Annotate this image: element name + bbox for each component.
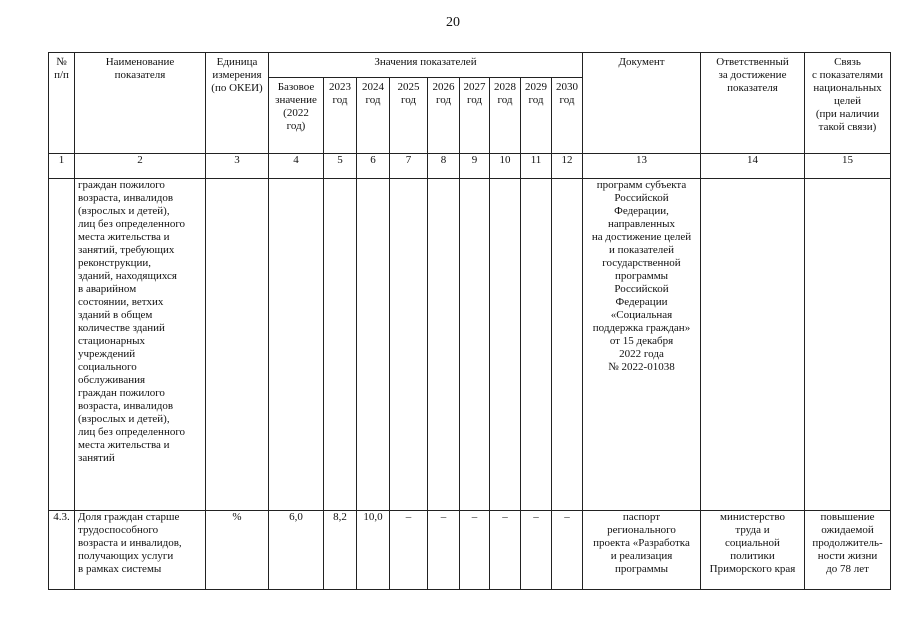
column-number: 14 [701,154,805,179]
column-number: 6 [357,154,390,179]
cell-value: – [490,511,521,590]
header-link: Связь с показателями национальных целей (при наличии такой связи) [805,53,891,154]
column-number: 9 [460,154,490,179]
column-number: 2 [75,154,206,179]
cell-responsible [701,179,805,511]
header-year: 2023 год [324,78,357,154]
cell-responsible: министерство труда и социальной политики Приморского края [701,511,805,590]
cell-num: 4.3. [49,511,75,590]
header-name: Наименование показателя [75,53,206,154]
cell-value: – [390,511,428,590]
cell-value [552,179,583,511]
cell-name: Доля граждан старше трудоспособного возраста и инвалидов, получающих услуги в рамках системы [75,511,206,590]
column-number: 13 [583,154,701,179]
page-number: 20 [446,15,460,30]
cell-value: 10,0 [357,511,390,590]
header-year: 2029 год [521,78,552,154]
cell-document: программ субъекта Российской Федерации, направленных на достижение целей и показателей государственной программы Российской Федерации «Социальная поддержка граждан» от 15 декабря 2022 года № 2022-01038 [583,179,701,511]
column-number: 4 [269,154,324,179]
header-num: № п/п [49,53,75,154]
header-base: Базовое значение (2022 год) [269,78,324,154]
column-number: 3 [206,154,269,179]
header-document: Документ [583,53,701,154]
column-number-row [49,154,891,179]
cell-value [460,179,490,511]
header-year: 2027 год [460,78,490,154]
cell-value [324,179,357,511]
column-number: 12 [552,154,583,179]
column-number: 15 [805,154,891,179]
cell-value [521,179,552,511]
cell-value: – [521,511,552,590]
header-year: 2030 год [552,78,583,154]
cell-unit [206,179,269,511]
cell-link [805,179,891,511]
cell-name: граждан пожилого возраста, инвалидов (взрослых и детей), лиц без определенного места жительства и занятий, требующих реконструкции, зданий, находящихся в аварийном состоянии, ветхих зданий в общем количестве зданий стационарных учреждений социального обслуживания граждан пожилого возраста, инвалидов (взрослых и детей), лиц без определенного места жительства и занятий [75,179,206,511]
cell-value: – [428,511,460,590]
cell-document: паспорт регионального проекта «Разработка и реализация программы [583,511,701,590]
cell-link: повышение ожидаемой продолжитель- ности жизни до 78 лет [805,511,891,590]
cell-value [428,179,460,511]
cell-value [390,179,428,511]
cell-base [269,179,324,511]
cell-num [49,179,75,511]
cell-value [357,179,390,511]
table-row [49,511,891,590]
cell-base: 6,0 [269,511,324,590]
cell-value: – [460,511,490,590]
indicators-table [48,52,891,590]
header-year: 2028 год [490,78,521,154]
cell-value: – [552,511,583,590]
column-number: 11 [521,154,552,179]
header-values-group: Значения показателей [269,53,583,78]
column-number: 8 [428,154,460,179]
header-year: 2026 год [428,78,460,154]
header-unit: Единица измерения (по ОКЕИ) [206,53,269,154]
cell-value [490,179,521,511]
cell-value: 8,2 [324,511,357,590]
header-year: 2024 год [357,78,390,154]
header-responsible: Ответственный за достижение показателя [701,53,805,154]
table-row [49,179,891,511]
header-year: 2025 год [390,78,428,154]
column-number: 1 [49,154,75,179]
cell-unit: % [206,511,269,590]
column-number: 5 [324,154,357,179]
column-number: 10 [490,154,521,179]
column-number: 7 [390,154,428,179]
header-row [49,53,891,78]
